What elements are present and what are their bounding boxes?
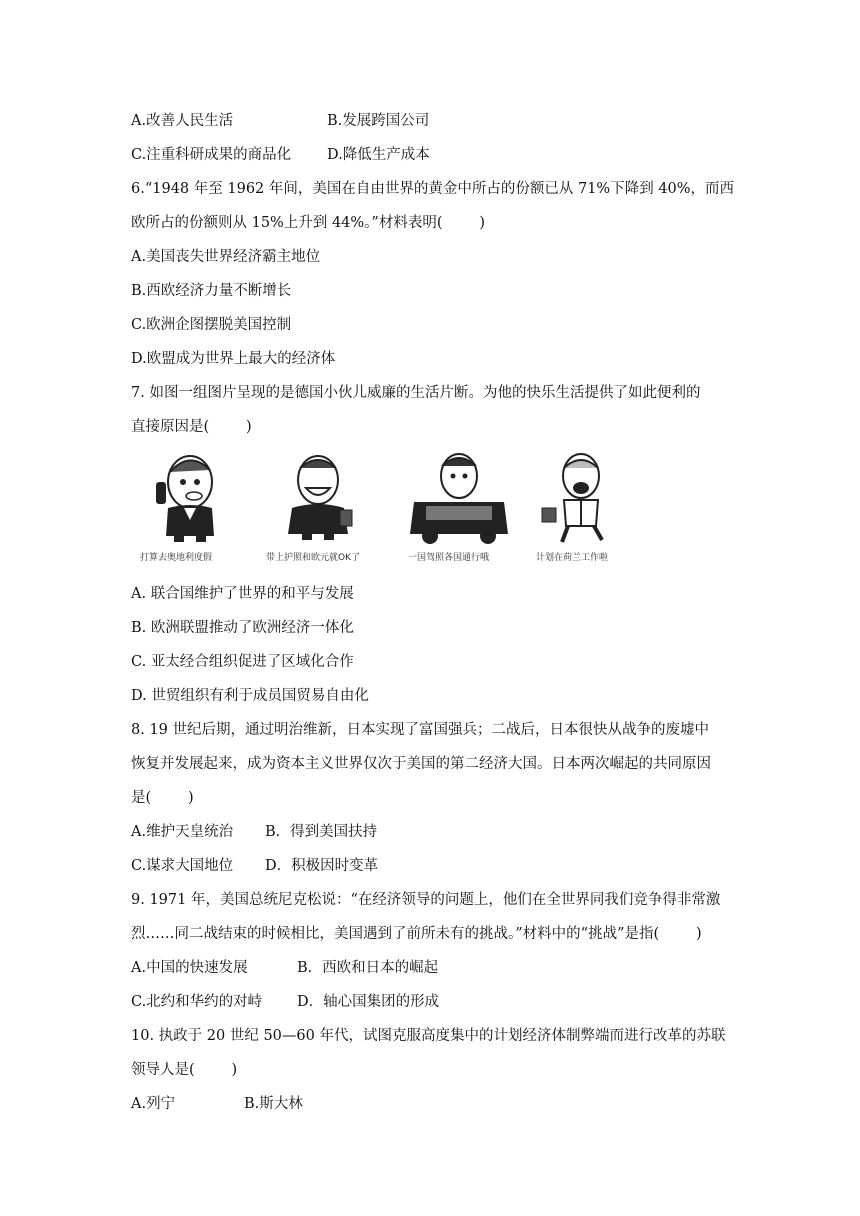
q7-option-d: D. 世贸组织有利于成员国贸易自由化 — [131, 688, 369, 704]
q9-stem-line1: 9. 1971 年，美国总统尼克松说：“在经济领导的问题上，他们在全世界同我们竞争得非常激 — [131, 892, 721, 908]
q5-option-b: B.发展跨国公司 — [327, 113, 430, 129]
q6-option-b: B.西欧经济力量不断增长 — [131, 283, 292, 299]
q9-option-b: B．西欧和日本的崛起 — [297, 960, 439, 976]
q9-option-c: C.北约和华约的对峙 — [131, 994, 263, 1010]
cartoon-walking-suitcase — [536, 446, 626, 546]
q10-stem-line2: 领导人是( ) — [131, 1062, 238, 1078]
q8-option-d: D．积极因时变革 — [265, 858, 379, 874]
q5-option-c: C.注重科研成果的商品化 — [131, 147, 292, 163]
q5-option-d: D.降低生产成本 — [327, 147, 430, 163]
q9-option-d: D．轴心国集团的形成 — [297, 994, 440, 1010]
q8-option-c: C.谋求大国地位 — [131, 858, 234, 874]
q7-option-c: C. 亚太经合组织促进了区域化合作 — [131, 654, 354, 670]
q10-option-b: B.斯大林 — [244, 1096, 303, 1112]
q9-option-a: A.中国的快速发展 — [131, 960, 248, 976]
q5-option-a: A.改善人民生活 — [131, 113, 234, 129]
cartoon-caption-1: 打算去奥地利度假 — [140, 553, 213, 563]
q8-option-a: A.维护天皇统治 — [131, 824, 234, 840]
q10-option-a: A.列宁 — [131, 1096, 176, 1112]
q6-option-a: A.美国丧失世界经济霸主地位 — [131, 249, 321, 265]
cartoon-driving-car — [404, 446, 514, 546]
cartoon-passport-euro — [268, 446, 368, 546]
cartoon-phone-call — [140, 446, 240, 546]
q8-stem-line3: 是( ) — [131, 790, 194, 806]
q8-option-b: B．得到美国扶持 — [265, 824, 378, 840]
q6-option-c: C.欧洲企图摆脱美国控制 — [131, 317, 292, 333]
q6-option-d: D.欧盟成为世界上最大的经济体 — [131, 351, 336, 367]
q7-stem-line1: 7. 如图一组图片呈现的是德国小伙儿威廉的生活片断。为他的快乐生活提供了如此便利的 — [131, 385, 701, 401]
q7-option-a: A. 联合国维护了世界的和平与发展 — [131, 586, 354, 602]
cartoon-caption-4: 计划在荷兰工作啦 — [536, 553, 609, 563]
cartoon-caption-2: 带上护照和欧元就OK了 — [266, 553, 360, 563]
q6-stem-line1: 6.“1948 年至 1962 年间，美国在自由世界的黄金中所占的份额已从 71%下降到 40%，而西 — [131, 181, 735, 197]
cartoon-caption-3: 一国驾照各国通行哦 — [408, 553, 490, 563]
q8-stem-line1: 8. 19 世纪后期，通过明治维新，日本实现了富国强兵；二战后，日本很快从战争的废墟中 — [131, 722, 709, 738]
q9-stem-line2: 烈……同二战结束的时候相比，美国遇到了前所未有的挑战。”材料中的“挑战”是指( ) — [131, 926, 702, 942]
q10-stem-line1: 10. 执政于 20 世纪 50—60 年代，试图克服高度集中的计划经济体制弊端而进行改革的苏联 — [131, 1028, 726, 1044]
q6-stem-line2: 欧所占的份额则从 15%上升到 44%。”材料表明( ) — [131, 215, 486, 231]
q7-cartoon-figure — [140, 446, 630, 576]
q8-stem-line2: 恢复并发展起来，成为资本主义世界仅次于美国的第二经济大国。日本两次崛起的共同原因 — [131, 756, 711, 772]
q7-option-b: B. 欧洲联盟推动了欧洲经济一体化 — [131, 620, 354, 636]
q7-stem-line2: 直接原因是( ) — [131, 419, 252, 435]
